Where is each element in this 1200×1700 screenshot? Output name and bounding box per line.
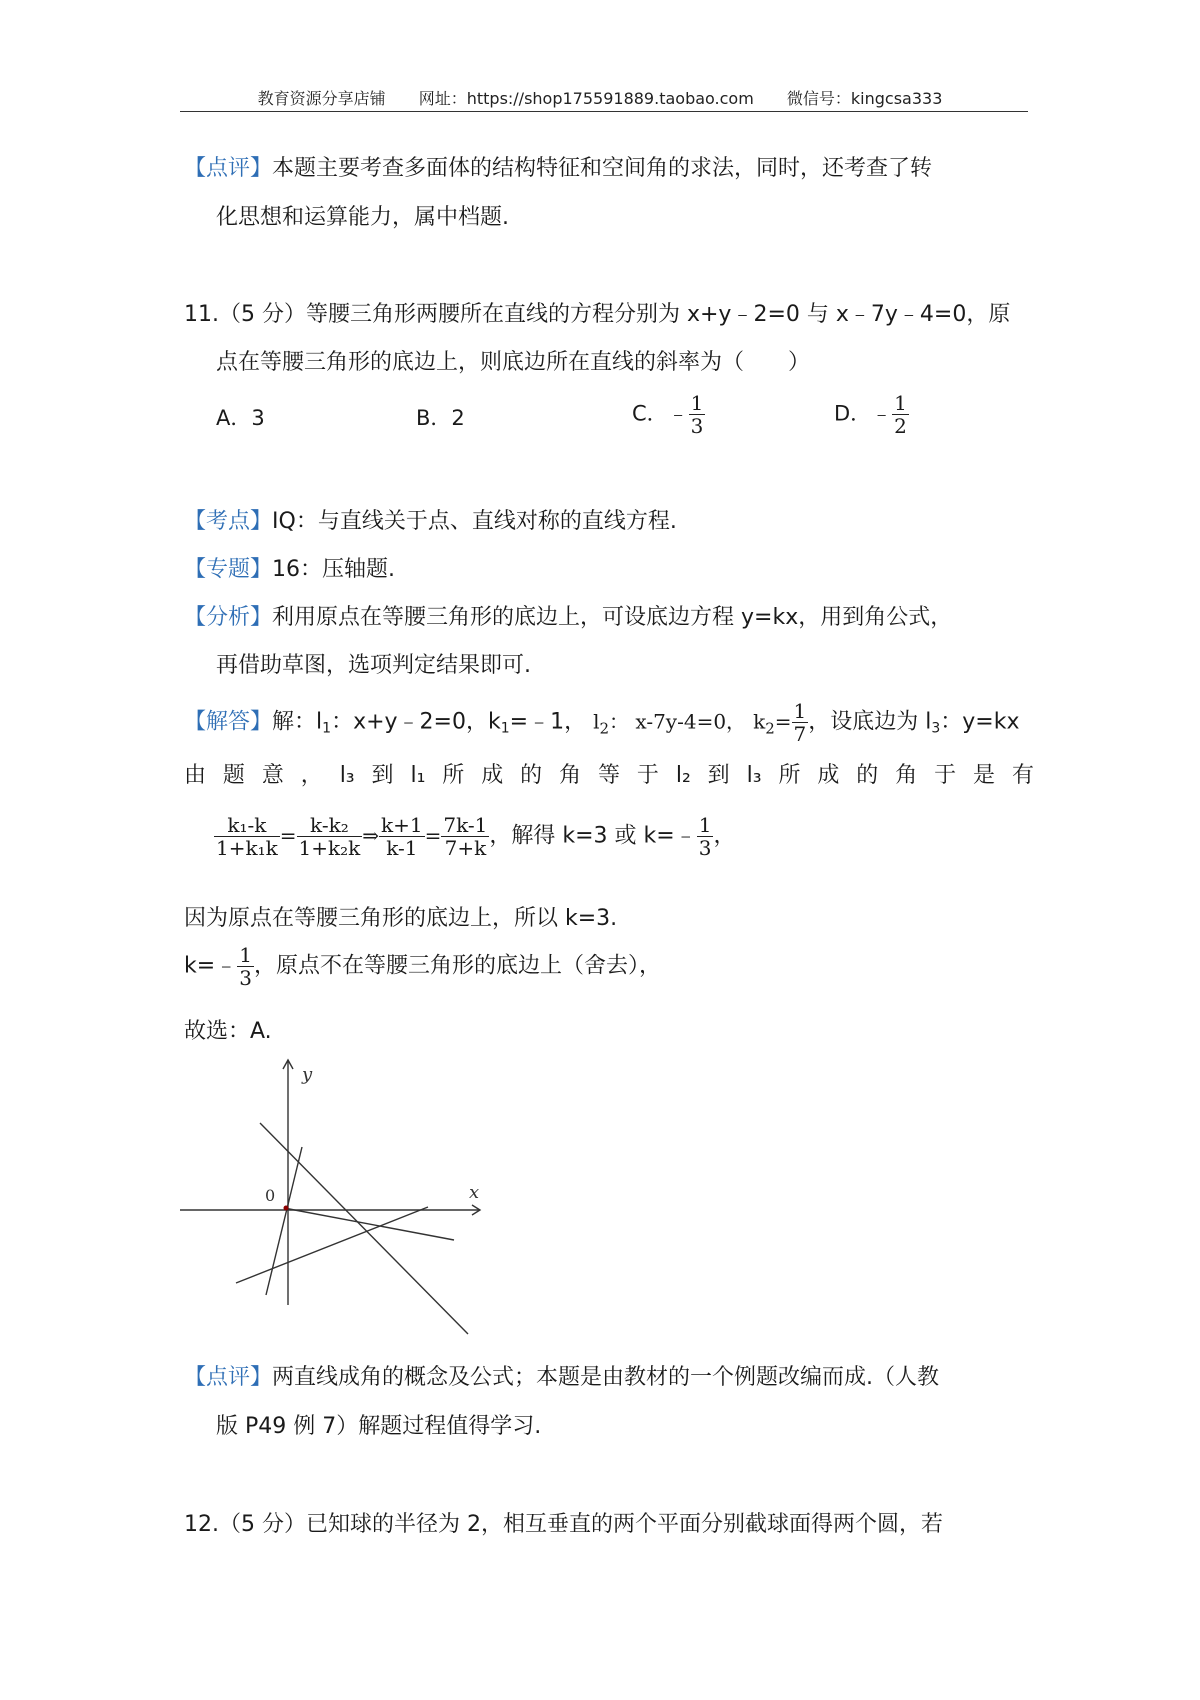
kaodian-tag: 【考点】 — [184, 509, 273, 534]
header-site: 网址：https://shop175591889.taobao.com — [418, 89, 754, 108]
zhuanti-tag: 【专题】 — [184, 557, 273, 582]
question-11-line-2: 点在等腰三角形的底边上，则底边所在直线的斜率为（ ） — [216, 350, 811, 375]
jieda-formula-line: $\frac{\text{k₁-k}}{\text{1+k₁k}}$ = $\frac{\text{k-k₂}}{\text{1+k₂k}}$ ⇒ $\frac{k+1}{k-1}$ = $\frac{7k-1}{7+k}$ ，解得 k=3 或 k=﹣ $\frac{1}{3}$ ， — [216, 813, 736, 860]
origin-label: 0 — [265, 1186, 276, 1205]
fenxi-line-1: 【分析】利用原点在等腰三角形的底边上，可设底边方程 y=kx，用到角公式， — [184, 605, 953, 630]
fenxi-line-2: 再借助草图，选项判定结果即可. — [216, 653, 531, 678]
fenxi-tag: 【分析】 — [184, 605, 273, 630]
formula-frac-1: $\frac{\text{k₁-k}}{\text{1+k₁k}}$ — [216, 813, 278, 860]
option-b: B．2 — [416, 406, 465, 430]
formula-frac-3: $\frac{k+1}{k-1}$ — [381, 813, 423, 860]
x-axis-label: x — [469, 1182, 480, 1203]
question-11-line-1: 11.（5 分）等腰三角形两腰所在直线的方程分别为 x+y﹣2=0 与 x﹣7y﹣4=0，原 — [184, 302, 1011, 327]
leg-line-1 — [260, 1123, 468, 1334]
header-shop: 教育资源分享店铺 — [257, 89, 386, 108]
option-c-fraction: $\frac{1}{3}$ — [690, 391, 704, 438]
jieda-line-2: 由 题 意 ， l₃ 到 l₁ 所 成 的 角 等 于 l₂ 到 l₃ 所 成 的 角 于 是 有 — [184, 763, 1034, 788]
review-1-line-1: 【点评】本题主要考查多面体的结构特征和空间角的求法，同时，还考查了转 — [184, 156, 933, 181]
leg-line-3 — [236, 1207, 428, 1283]
jieda-because: 因为原点在等腰三角形的底边上，所以 k=3. — [184, 906, 618, 931]
solve-fraction: $\frac{1}{3}$ — [698, 813, 712, 860]
header-divider — [180, 111, 1028, 112]
jieda-line-1: 【解答】解：$l_1$：x+y﹣2=0，$k_1=﹣1$， $l_2$： x-7y-4=0， $k_2=$ $\frac{1}{7}$ ，设底边为 $l_3$：y=kx — [184, 699, 1020, 746]
review-2-tag: 【点评】 — [184, 1365, 273, 1390]
formula-frac-4: $\frac{7k-1}{7+k}$ — [443, 813, 488, 860]
leg-line-2 — [266, 1147, 302, 1295]
sketch-figure — [180, 1050, 500, 1350]
jieda-tag: 【解答】 — [184, 709, 273, 735]
k-fraction: $\frac{1}{3}$ — [239, 943, 252, 990]
option-d: D．﹣ $\frac{1}{2}$ — [834, 391, 907, 438]
header-wechat: 微信号：kingcsa333 — [786, 89, 943, 108]
review-1-line-2: 化思想和运算能力，属中档题. — [216, 205, 509, 230]
option-a: A．3 — [216, 406, 265, 430]
y-axis-label: y — [302, 1064, 313, 1085]
option-d-fraction: $\frac{1}{2}$ — [894, 391, 907, 438]
question-12-line-1: 12.（5 分）已知球的半径为 2，相互垂直的两个平面分别截球面得两个圆，若 — [184, 1512, 943, 1537]
option-c: C．﹣ $\frac{1}{3}$ — [632, 391, 704, 438]
base-line — [284, 1208, 454, 1240]
review-2-line-2: 版 P49 例 7）解题过程值得学习. — [216, 1414, 542, 1439]
kaodian-line: 【考点】IQ：与直线关于点、直线对称的直线方程. — [184, 509, 677, 534]
jieda-answer: 故选：A. — [184, 1019, 272, 1044]
page-header — [0, 86, 1200, 109]
review-1-tag: 【点评】 — [184, 156, 273, 181]
review-2-line-1: 【点评】两直线成角的概念及公式；本题是由教材的一个例题改编而成.（人教 — [184, 1365, 940, 1390]
jieda-k-line: k=﹣ $\frac{1}{3}$ ，原点不在等腰三角形的底边上（舍去）， — [184, 943, 661, 990]
origin-point — [284, 1206, 289, 1211]
formula-frac-2: $\frac{\text{k-k₂}}{\text{1+k₂k}}$ — [298, 813, 361, 860]
zhuanti-line: 【专题】16：压轴题. — [184, 557, 396, 582]
k2-fraction: $\frac{1}{7}$ — [793, 699, 807, 746]
